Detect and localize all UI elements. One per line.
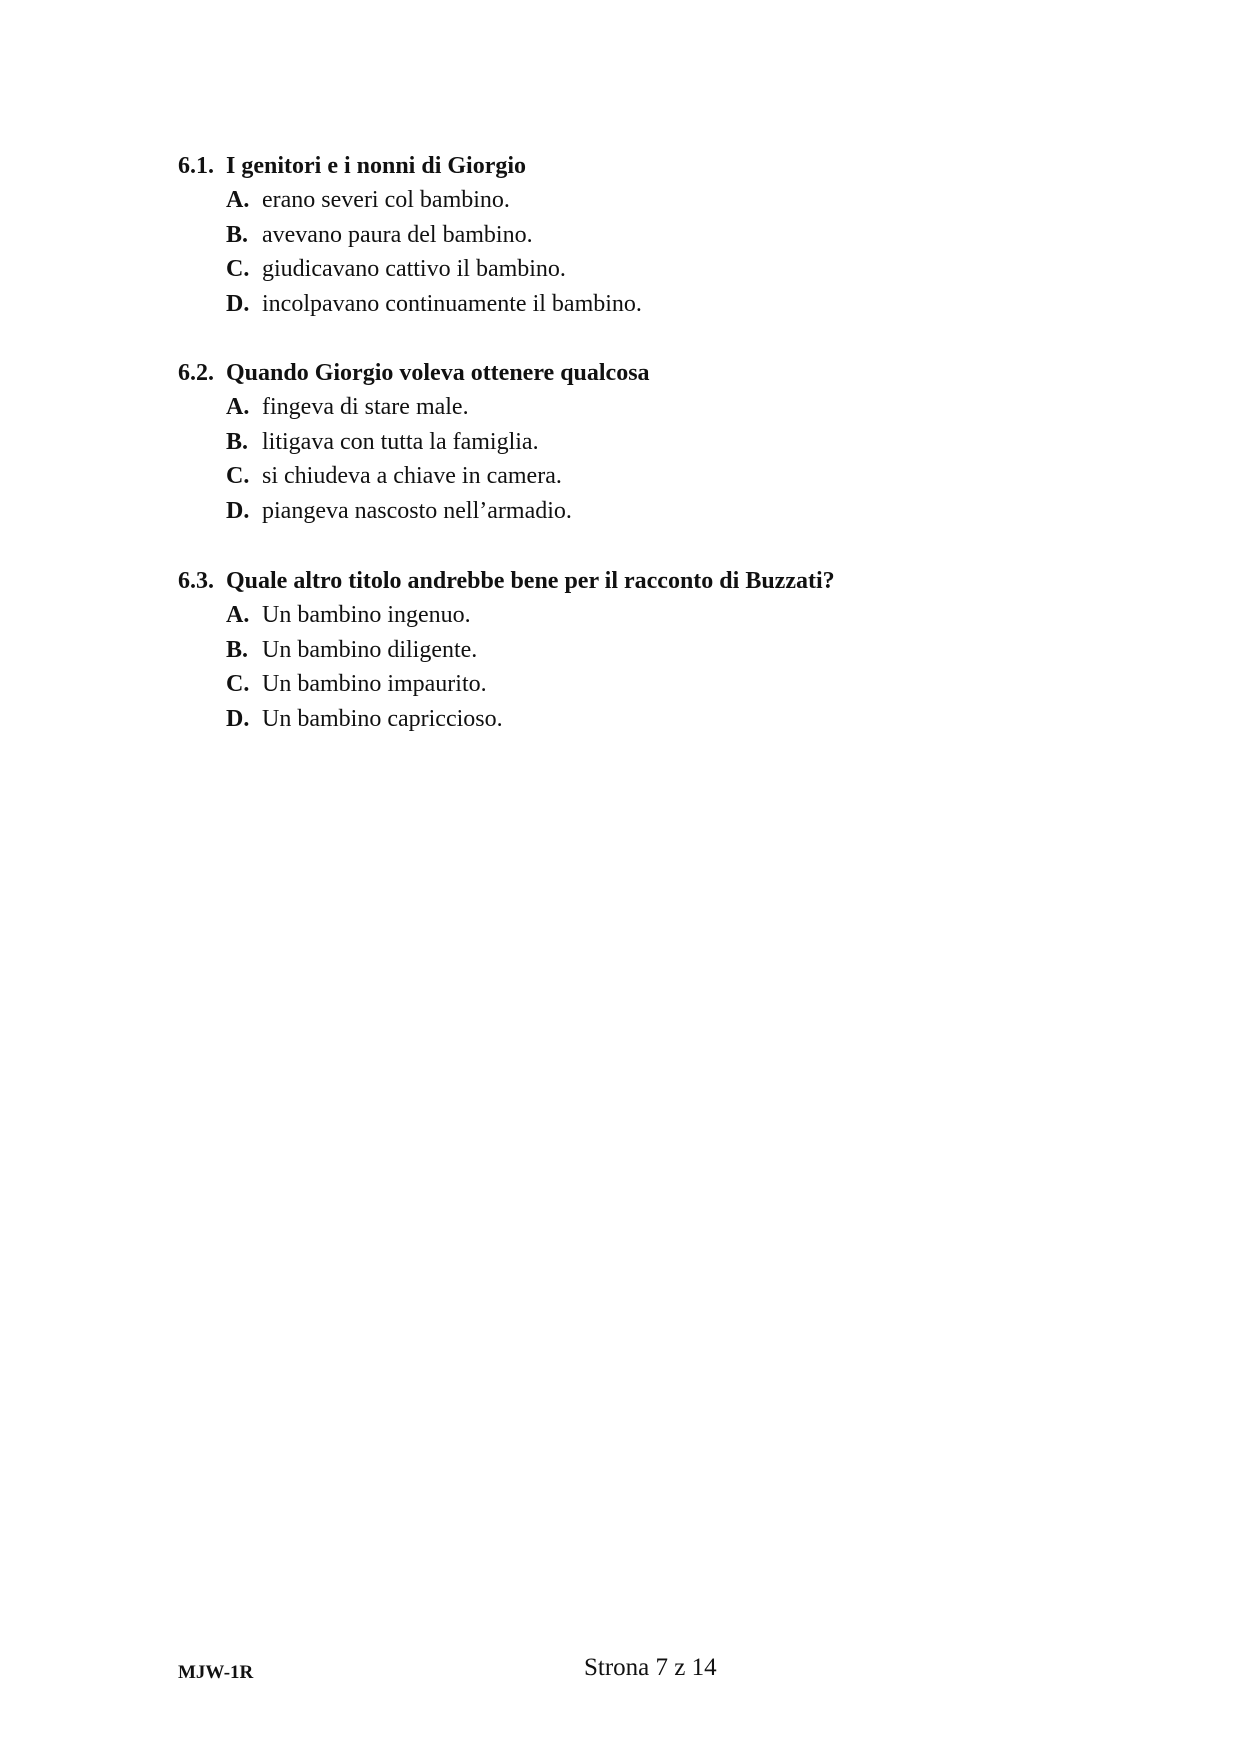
answer-option-b[interactable] [178, 425, 1078, 460]
question-heading [178, 356, 1078, 390]
question-prompt: I genitori e i nonni di Giorgio [226, 153, 527, 179]
answer-options [178, 183, 1078, 321]
option-text: fingeva di stare male. [262, 394, 469, 420]
option-letter: C. [226, 671, 250, 698]
page-number: Strona 7 z 14 [584, 1654, 717, 1681]
answer-option-c[interactable] [178, 459, 1078, 494]
option-text: Un bambino capriccioso. [262, 705, 503, 732]
question-6-3 [178, 564, 1078, 736]
answer-options [178, 390, 1078, 528]
option-letter: D. [226, 705, 250, 732]
option-letter: D. [226, 497, 250, 524]
question-number: 6.3. [178, 568, 214, 594]
option-text: piangeva nascosto nell’armadio. [262, 497, 572, 524]
option-text: avevano paura del bambino. [262, 221, 533, 248]
option-letter: D. [226, 290, 250, 317]
option-letter: A. [226, 394, 250, 420]
answer-option-c[interactable] [178, 667, 1078, 702]
question-6-1 [178, 149, 1078, 321]
question-prompt: Quando Giorgio voleva ottenere qualcosa [226, 360, 650, 386]
option-text: Un bambino impaurito. [262, 671, 487, 698]
option-text: incolpavano continuamente il bambino. [262, 290, 642, 317]
answer-option-a[interactable] [178, 598, 1078, 633]
exam-code: MJW-1R [178, 1662, 254, 1683]
option-letter: B. [226, 428, 249, 455]
answer-options [178, 598, 1078, 736]
option-text: si chiudeva a chiave in camera. [262, 463, 562, 490]
question-prompt: Quale altro titolo andrebbe bene per il racconto di Buzzati? [226, 568, 835, 594]
option-letter: A. [226, 187, 250, 213]
question-heading [178, 564, 1078, 598]
answer-option-b[interactable] [178, 218, 1078, 253]
question-number: 6.1. [178, 153, 214, 179]
answer-option-a[interactable] [178, 390, 1078, 425]
question-6-2 [178, 356, 1078, 528]
question-heading [178, 149, 1078, 183]
option-letter: B. [226, 221, 249, 248]
option-letter: C. [226, 256, 250, 283]
option-letter: B. [226, 636, 249, 663]
answer-option-d[interactable] [178, 702, 1078, 737]
answer-option-d[interactable] [178, 494, 1078, 529]
answer-option-a[interactable] [178, 183, 1078, 218]
option-text: Un bambino ingenuo. [262, 602, 471, 628]
option-text: erano severi col bambino. [262, 187, 510, 213]
answer-option-c[interactable] [178, 252, 1078, 287]
answer-option-d[interactable] [178, 287, 1078, 322]
option-letter: A. [226, 602, 250, 628]
option-text: litigava con tutta la famiglia. [262, 428, 539, 455]
option-letter: C. [226, 463, 250, 490]
option-text: Un bambino diligente. [262, 636, 478, 663]
option-text: giudicavano cattivo il bambino. [262, 256, 566, 283]
question-number: 6.2. [178, 360, 214, 386]
answer-option-b[interactable] [178, 633, 1078, 668]
